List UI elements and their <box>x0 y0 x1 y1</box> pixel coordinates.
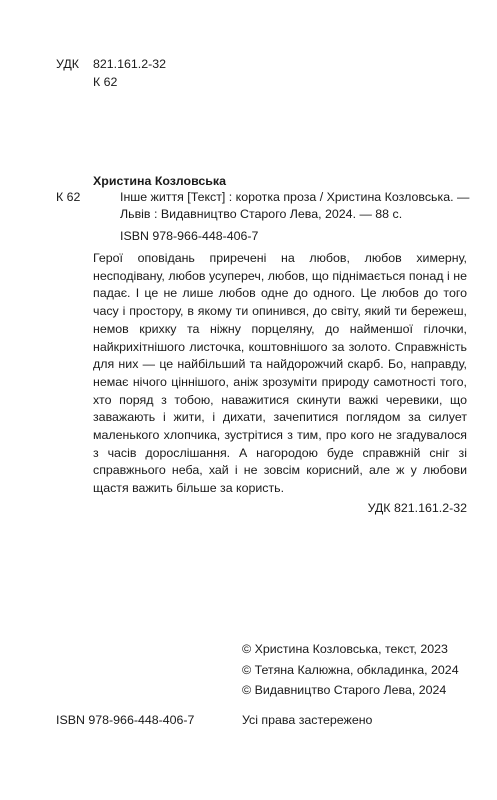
copyright-block <box>242 639 459 701</box>
footer-isbn: ISBN 978-966-448-406-7 <box>56 713 195 727</box>
udc-code: 821.161.2-32 <box>93 57 167 71</box>
rights-reserved: Усі права застережено <box>242 713 373 727</box>
udc-label: УДК <box>56 57 79 71</box>
bibliographic-description: Інше життя [Текст] : коротка проза / Христина Козловська. — Львів : Видавництво Старого Лева, 2024. — 88 с. <box>120 190 470 221</box>
catalog-author: Христина Козловська <box>93 174 226 188</box>
udc-bottom: УДК 821.161.2-32 <box>367 501 467 515</box>
author-mark-code: К 62 <box>93 75 118 89</box>
copyright-line: © Тетяна Калюжна, обкладинка, 2024 <box>242 662 459 677</box>
copyright-line: © Христина Козловська, текст, 2023 <box>242 642 448 656</box>
catalog-isbn: ISBN 978-966-448-406-7 <box>120 229 259 243</box>
copyright-line: © Видавництво Старого Лева, 2024 <box>242 683 447 698</box>
catalog-author-mark: К 62 <box>56 190 81 204</box>
annotation-text: Герої оповідань приречені на любов, любов химерну, несподівану, любов усупереч, любов, що піднімається понад і не падає. І це не лише любов одне до одного. Це любов до того часу і простору, в якому ти опинився, до світу, який ти бережеш, немов крихку та ніжну порцеляну, до найменшої гілочки, найкрихітнішого листочка, коштовнішого за золото. Справжність для них — це найбільший та найдорожчий скарб. Бо, направду, немає нічого ціннішого, аніж зрозуміти природу самотності того, хто поряд з тобою, наважитися скинути важкі черевики, що заважають і жити, і дихати, зачепитися поглядом за силует маленького хлопчика, зустрітися з тим, про кого не згадувалося з часів дорослішання. А нагородою буде справжній сніг зі справжнього неба, хай і не зовсім корисний, але ж у любови щастя важить більше за користь. <box>93 251 467 496</box>
